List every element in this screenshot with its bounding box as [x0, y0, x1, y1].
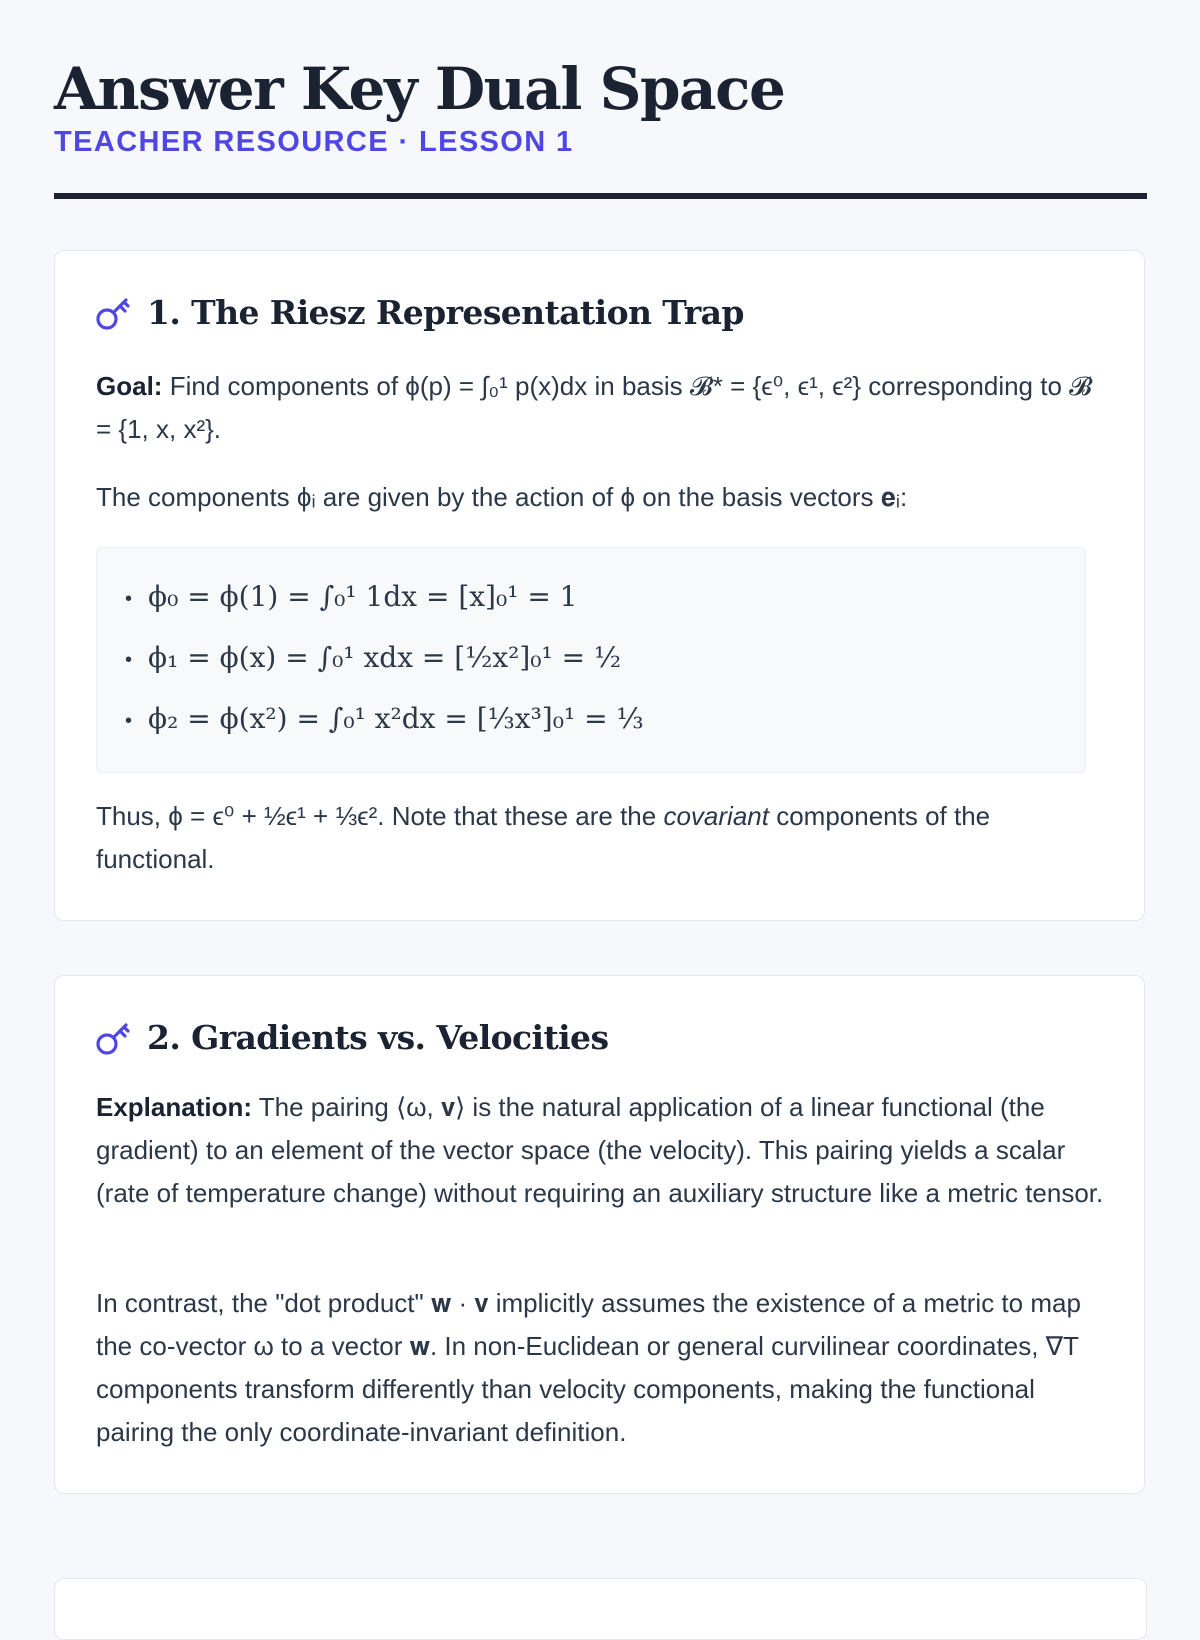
list-item — [125, 575, 578, 619]
section-card-riesz — [54, 250, 1145, 921]
intro-paragraph: The components ϕᵢ are given by the action of ϕ on the basis vectors 𝐞ᵢ: — [96, 482, 908, 512]
goal-label: Goal: — [96, 371, 163, 401]
explanation-paragraph — [96, 1086, 1106, 1215]
conclusion-paragraph — [96, 795, 1106, 881]
list-item — [125, 636, 621, 680]
section-header — [95, 1018, 608, 1057]
key-icon — [95, 1019, 133, 1057]
key-icon — [95, 294, 133, 332]
step-formula: ϕ₂ = ϕ(x²) = ∫₀¹ x²dx = [⅓x³]₀¹ = ⅓ — [148, 702, 644, 735]
bullet-icon: • — [125, 709, 133, 732]
conclusion-tail: components of the functional. — [96, 801, 991, 874]
explanation-text: The pairing ⟨ω, 𝐯⟩ is the natural application of a linear functional (the gradient) to an element of the vector space (the velocity). This pairing yields a scalar (rate of temperature change) without requiring an auxiliary structure like a metric tensor. — [96, 1092, 1104, 1208]
conclusion-lead: Thus, ϕ = ϵ⁰ + ½ϵ¹ + ⅓ϵ². Note that these are the — [96, 801, 657, 831]
page-subtitle: TEACHER RESOURCE · LESSON 1 — [54, 126, 574, 158]
section-card-next — [54, 1578, 1147, 1640]
bullet-icon: • — [125, 648, 133, 671]
derivation-box — [96, 547, 1086, 773]
bullet-icon: • — [125, 587, 133, 610]
conclusion-emphasis: covariant — [663, 801, 769, 831]
list-item — [125, 697, 644, 741]
section-title: 1. The Riesz Representation Trap — [147, 293, 744, 332]
explanation-label: Explanation: — [96, 1092, 253, 1122]
step-formula: ϕ₀ = ϕ(1) = ∫₀¹ 1dx = [x]₀¹ = 1 — [148, 580, 578, 613]
goal-paragraph — [96, 365, 1106, 451]
page-title: Answer Key Dual Space — [54, 55, 785, 123]
section-card-gradients — [54, 975, 1145, 1494]
section-title: 2. Gradients vs. Velocities — [147, 1018, 609, 1057]
step-formula: ϕ₁ = ϕ(x) = ∫₀¹ xdx = [½x²]₀¹ = ½ — [148, 641, 622, 674]
contrast-paragraph: In contrast, the "dot product" 𝐰 · 𝐯 implicitly assumes the existence of a metric to map the co-vector ω to a vector 𝐰. In non-Euclidean or general curvilinear coordinates, ∇T components transform differently than velocity components, making the functional pairing the only coordinate-invariant definition. — [96, 1288, 1081, 1447]
section-header — [95, 293, 744, 332]
goal-text: Find components of ϕ(p) = ∫₀¹ p(x)dx in basis 𝓑* = {ϵ⁰, ϵ¹, ϵ²} corresponding to 𝓑 = {1, x, x²}. — [96, 371, 1093, 444]
header-divider — [54, 193, 1147, 199]
